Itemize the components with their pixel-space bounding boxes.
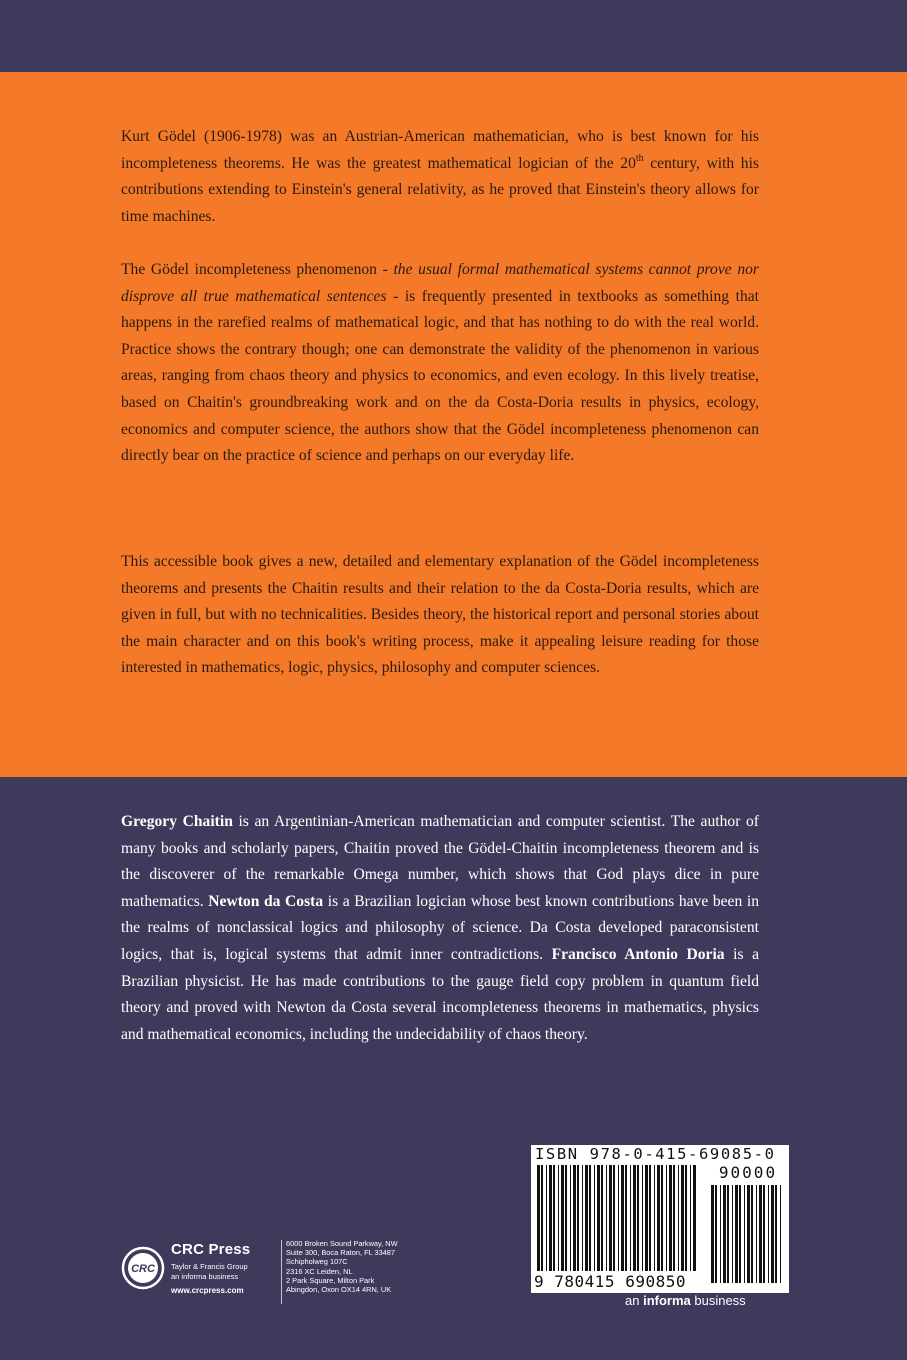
barcode-bar bbox=[711, 1185, 714, 1283]
author-bio bbox=[121, 809, 759, 1048]
barcode-bar bbox=[661, 1165, 663, 1271]
barcode-bar bbox=[618, 1165, 619, 1271]
address-line: 2316 XC Leiden, NL bbox=[286, 1266, 353, 1276]
barcode-bar bbox=[747, 1185, 750, 1283]
barcode-bar bbox=[561, 1165, 564, 1271]
informa-suffix: business bbox=[690, 1293, 746, 1308]
barcode-bar bbox=[720, 1185, 721, 1283]
blurb-paragraph-1 bbox=[121, 124, 759, 230]
barcode-bar bbox=[589, 1165, 591, 1271]
address-line: 6000 Broken Sound Parkway, NW bbox=[286, 1239, 398, 1248]
crc-logo-icon bbox=[121, 1246, 165, 1290]
barcode-bar bbox=[669, 1165, 672, 1271]
barcode-bar bbox=[642, 1165, 643, 1271]
barcode-bar bbox=[771, 1185, 774, 1283]
barcode-bar bbox=[673, 1165, 675, 1271]
barcode-bar bbox=[637, 1165, 639, 1271]
publisher-address bbox=[286, 1239, 398, 1294]
barcode-bar bbox=[601, 1165, 603, 1271]
publisher-block bbox=[121, 1238, 421, 1308]
address-line: Suite 300, Boca Raton, FL 33487 bbox=[286, 1248, 396, 1258]
barcode-bar bbox=[681, 1165, 684, 1271]
barcode-bar bbox=[685, 1165, 687, 1271]
publisher-url: www.crcpress.com bbox=[171, 1286, 244, 1295]
barcode-bar bbox=[768, 1185, 769, 1283]
barcode-bar bbox=[690, 1165, 691, 1271]
bio-text-2: is a Brazilian logician whose best known contributions have been in the realms of nonclassical logics and philosophy of science. Da Costa developed paraconsistent logics, that is, logical systems that admit inner contradictions. bbox=[121, 892, 759, 963]
price-addon-code: 90000 bbox=[718, 1163, 778, 1182]
barcode-bar bbox=[693, 1165, 696, 1271]
bio-text-3: is a Brazilian physicist. He has made contributions to the gauge field copy problem in quantum field theory and proved with Newton da Costa several incompleteness theorems in mathematics, physics and mathematical economics, including the undecidability of chaos theory. bbox=[121, 945, 759, 1043]
blurb-panel bbox=[0, 72, 907, 777]
barcode-bar bbox=[625, 1165, 627, 1271]
barcode-bars bbox=[531, 1145, 789, 1293]
barcode-bar bbox=[763, 1185, 765, 1283]
barcode-bar bbox=[582, 1165, 583, 1271]
informa-footer bbox=[625, 1293, 746, 1308]
barcode-bar bbox=[549, 1165, 552, 1271]
barcode-bar bbox=[780, 1185, 781, 1283]
blurb-paragraph-2 bbox=[121, 257, 759, 470]
barcode-bar bbox=[727, 1185, 729, 1283]
author-name-chaitin: Gregory Chaitin bbox=[121, 813, 233, 830]
publisher-name: CRC Press bbox=[171, 1241, 251, 1258]
barcode-bar bbox=[577, 1165, 579, 1271]
barcode-bar bbox=[606, 1165, 607, 1271]
publisher-group: Taylor & Francis Group bbox=[171, 1262, 248, 1271]
barcode-bar bbox=[585, 1165, 588, 1271]
blurb-paragraph-3 bbox=[121, 549, 759, 682]
barcode-bar bbox=[541, 1165, 543, 1271]
barcode-bar bbox=[597, 1165, 600, 1271]
author-name-doria: Francisco Antonio Doria bbox=[551, 945, 725, 963]
crc-logo-text: CRC bbox=[131, 1263, 155, 1275]
barcode-bar bbox=[654, 1165, 655, 1271]
blurb-p1-text-a: Kurt Gödel (1906-1978) was an Austrian-American mathematician, who is best known for his incompleteness theorems. He was the greatest mathematical logician of the 20 bbox=[121, 128, 759, 172]
barcode-bar bbox=[735, 1185, 738, 1283]
barcode-bar bbox=[621, 1165, 624, 1271]
barcode-bar bbox=[609, 1165, 612, 1271]
barcode-bar bbox=[678, 1165, 679, 1271]
barcode-bar bbox=[751, 1185, 753, 1283]
barcode-bar bbox=[570, 1165, 571, 1271]
barcode-bar bbox=[666, 1165, 667, 1271]
publisher-tagline: an informa business bbox=[171, 1272, 239, 1281]
publisher-divider bbox=[281, 1240, 282, 1304]
top-band bbox=[0, 0, 907, 72]
barcode-bar bbox=[630, 1165, 631, 1271]
barcode-bar bbox=[573, 1165, 576, 1271]
barcode-bar bbox=[744, 1185, 745, 1283]
isbn-text: ISBN 978-0-415-69085-0 bbox=[535, 1145, 776, 1163]
informa-brand: informa bbox=[643, 1293, 691, 1308]
address-line: Abingdon, Oxon OX14 4RN, UK bbox=[286, 1285, 392, 1295]
blurb-p1-superscript: th bbox=[635, 152, 644, 164]
barcode-bar bbox=[558, 1165, 559, 1271]
barcode-bar bbox=[553, 1165, 555, 1271]
barcode-bar bbox=[649, 1165, 651, 1271]
barcode-bar bbox=[657, 1165, 660, 1271]
barcode-bar bbox=[756, 1185, 757, 1283]
barcode-bar bbox=[759, 1185, 762, 1283]
barcode-bar bbox=[537, 1165, 540, 1271]
barcode-bar bbox=[739, 1185, 741, 1283]
barcode-bar bbox=[723, 1185, 726, 1283]
ean-digits: 9 780415 690850 bbox=[534, 1272, 686, 1291]
isbn-barcode bbox=[531, 1145, 789, 1293]
barcode-bar bbox=[732, 1185, 733, 1283]
informa-prefix: an bbox=[625, 1293, 644, 1308]
barcode-bar bbox=[715, 1185, 717, 1283]
barcode-bar bbox=[633, 1165, 636, 1271]
barcode-bar bbox=[594, 1165, 595, 1271]
bio-text-1: is an Argentinian-American mathematician and computer scientist. The author of many books and scholarly papers, Chaitin proved the Gödel-Chaitin incompleteness theorem and is the discoverer of the remarkable Omega number, which shows that God plays dice in pure mathematics. bbox=[121, 813, 759, 910]
address-line: 2 Park Square, Milton Park bbox=[286, 1275, 375, 1285]
barcode-bar bbox=[613, 1165, 615, 1271]
author-name-dacosta: Newton da Costa bbox=[208, 892, 324, 910]
blurb-p3-text: This accessible book gives a new, detailed and elementary explanation of the Gödel incompleteness theorems and presents the Chaitin results and their relation to the da Costa-Doria results, which are given in full, but with no technicalities. Besides theory, the historical report and personal stories about the main character and on this book's writing process, make it appealing leisure reading for those interested in mathematics, logic, physics, philosophy and computer sciences. bbox=[121, 553, 759, 677]
address-line: Schipholweg 107C bbox=[286, 1257, 348, 1267]
blurb-p2-text-b: - is frequently presented in textbooks as something that happens in the rarefied realms of mathematical logic, and that has nothing to do with the real world. Practice shows the contrary though; one can demonstrate the validity of the phenomenon in various areas, ranging from chaos theory and physics to economics, and even ecology. In this lively treatise, based on Chaitin's groundbreaking work and on the da Costa-Doria results in physics, ecology, economics and computer science, the authors show that the Gödel incompleteness phenomenon can directly bear on the practice of science and perhaps on our everyday life. bbox=[121, 287, 759, 465]
blurb-p2-italic: the usual formal mathematical systems cannot prove nor disprove all true mathematical sentences bbox=[121, 261, 759, 305]
barcode-bar bbox=[546, 1165, 547, 1271]
blurb-p1-text-b: century, with his contributions extending to Einstein's general relativity, as he proved that Einstein's theory allows for time machines. bbox=[121, 154, 759, 225]
barcode-bar bbox=[565, 1165, 567, 1271]
blurb-p2-text-a: The Gödel incompleteness phenomenon - bbox=[121, 261, 394, 278]
barcode-bar bbox=[645, 1165, 648, 1271]
barcode-bar bbox=[775, 1185, 777, 1283]
